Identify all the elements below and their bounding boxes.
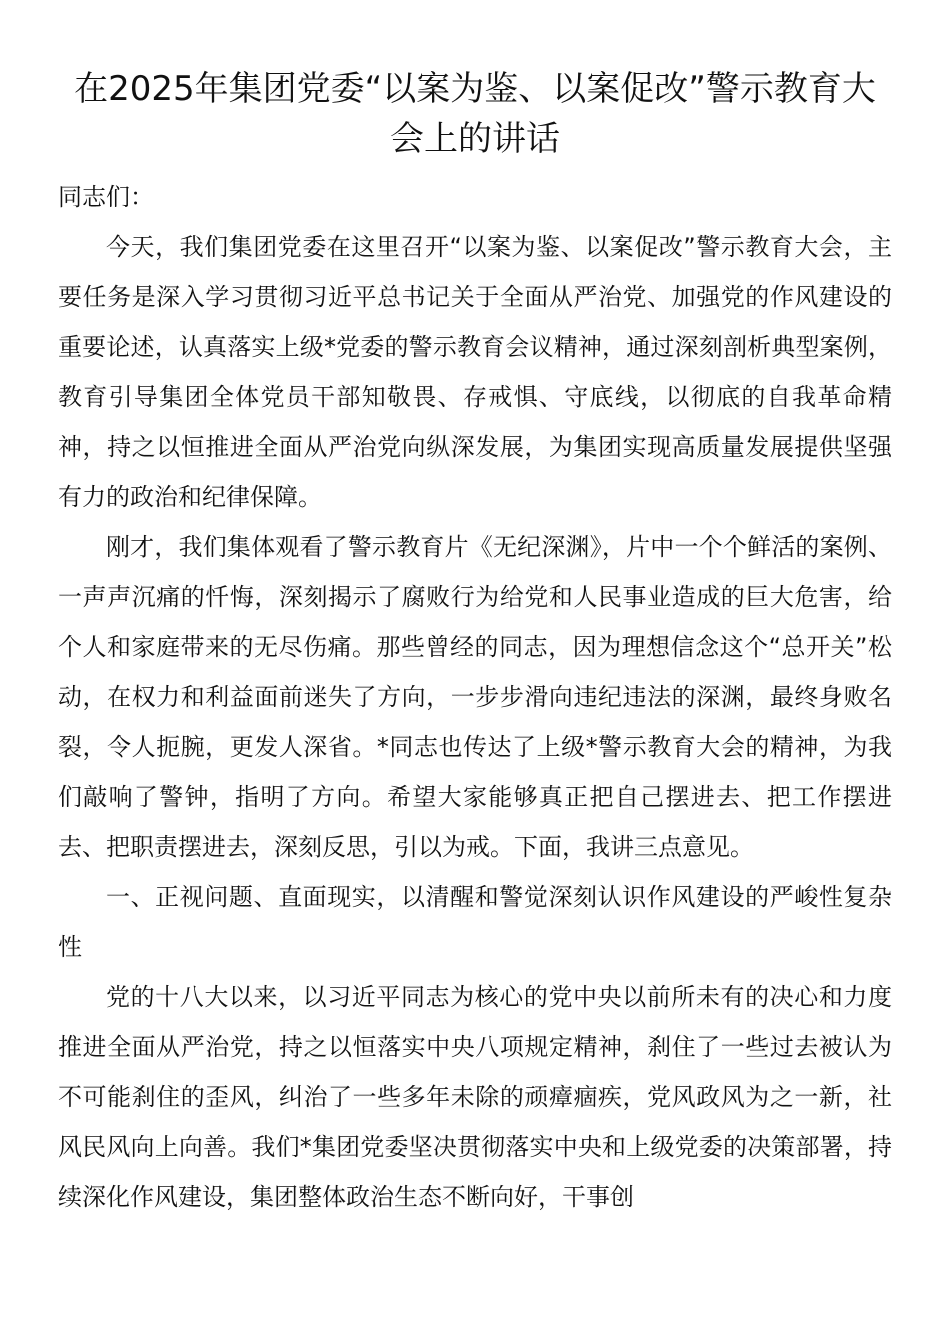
paragraph-opening: 今天，我们集团党委在这里召开“以案为鉴、以案促改”警示教育大会，主要任务是深入学习贯彻习近平总书记关于全面从严治党、加强党的作风建设的重要论述，认真落实上级*党委的警示教育会议精神，通过深刻剖析典型案例，教育引导集团全体党员干部知敬畏、存戒惧、守底线，以彻底的自我革命精神，持之以恒推进全面从严治党向纵深发展，为集团实现高质量发展提供坚强有力的政治和纪律保障。 (58, 233, 892, 511)
paragraph-video: 刚才，我们集体观看了警示教育片《无纪深渊》，片中一个个鲜活的案例、一声声沉痛的忏悔，深刻揭示了腐败行为给党和人民事业造成的巨大危害，给个人和家庭带来的无尽伤痛。那些曾经的同志，因为理想信念这个“总开关”松动，在权力和利益面前迷失了方向，一步步滑向违纪违法的深渊，最终身败名裂，令人扼腕，更发人深省。*同志也传达了上级*警示教育大会的精神，为我们敲响了警钟，指明了方向。希望大家能够真正把自己摆进去、把工作摆进去、把职责摆进去，深刻反思，引以为戒。下面，我讲三点意见。 (58, 533, 892, 861)
paragraph-section-one: 党的十八大以来，以习近平同志为核心的党中央以前所未有的决心和力度推进全面从严治党，持之以恒落实中央八项规定精神，刹住了一些过去被认为不可能刹住的歪风，纠治了一些多年未除的顽瘴痼疾，党风政风为之一新，社风民风向上向善。我们*集团党委坚决贯彻落实中央和上级党委的决策部署，持续深化作风建设，集团整体政治生态不断向好，干事创 (58, 983, 892, 1211)
document-page (58, 64, 892, 1222)
salutation: 同志们： (58, 183, 154, 211)
document-title: 在2025年集团党委“以案为鉴、以案促改”警示教育大会上的讲话 (74, 69, 876, 159)
section-heading-one: 一、正视问题、直面现实，以清醒和警觉深刻认识作风建设的严峻性复杂性 (58, 883, 892, 961)
